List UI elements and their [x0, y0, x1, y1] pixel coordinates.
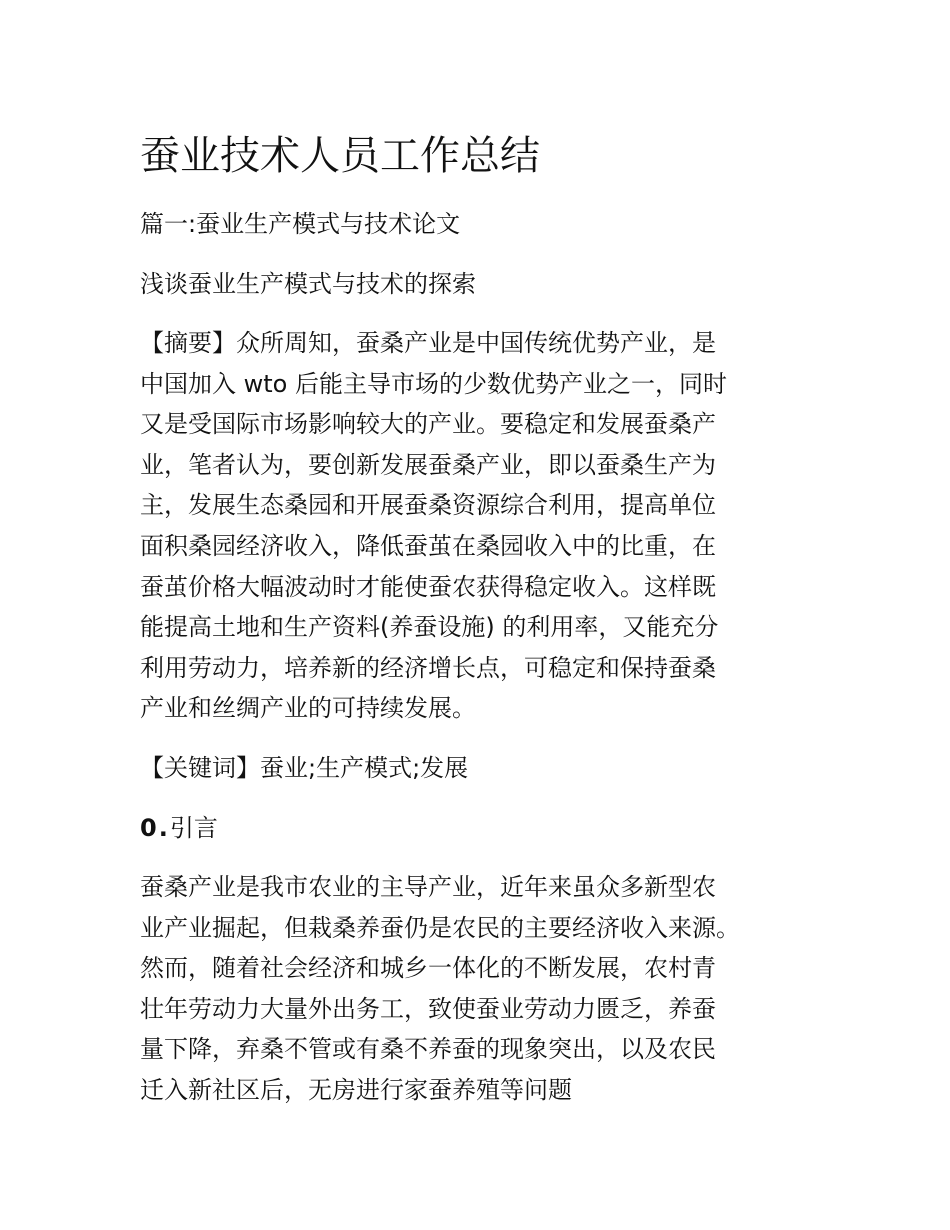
abstract-line: 蚕茧价格大幅波动时才能使蚕农获得稳定收入。这样既	[140, 572, 716, 601]
intro-paragraph	[140, 867, 820, 1111]
abstract-line: 又是受国际市场影响较大的产业。要稳定和发展蚕桑产	[140, 410, 716, 439]
abstract-line: 中国加入 wto 后能主导市场的少数优势产业之一，同时	[140, 369, 727, 398]
abstract-paragraph	[140, 323, 820, 729]
abstract-line: 产业和丝绸产业的可持续发展。	[140, 694, 476, 723]
intro-line: 壮年劳动力大量外出务工，致使蚕业劳动力匮乏，养蚕	[140, 994, 716, 1023]
keywords-line: 【关键词】蚕业;生产模式;发展	[140, 754, 469, 782]
intro-label: 引言	[169, 814, 218, 842]
intro-line: 迁入新社区后，无房进行家蚕养殖等问题	[140, 1075, 572, 1104]
document-title: 蚕业技术人员工作总结	[140, 133, 540, 179]
intro-line: 蚕桑产业是我市农业的主导产业，近年来虽众多新型农	[140, 873, 716, 901]
intro-line: 业产业掘起，但栽桑养蚕仍是农民的主要经济收入来源。	[140, 913, 740, 942]
paper-title: 浅谈蚕业生产模式与技术的探索	[140, 270, 476, 298]
abstract-line: 主，发展生态桑园和开展蚕桑资源综合利用，提高单位	[140, 491, 716, 520]
abstract-line: 面积桑园经济收入，降低蚕茧在桑园收入中的比重，在	[140, 531, 716, 560]
intro-number: 0.	[140, 814, 170, 842]
abstract-line: 能提高土地和生产资料(养蚕设施) 的利用率，又能充分	[140, 613, 719, 642]
abstract-line: 业，笔者认为，要创新发展蚕桑产业，即以蚕桑生产为	[140, 450, 716, 479]
abstract-line: 【摘要】众所周知，蚕桑产业是中国传统优势产业，是	[140, 329, 716, 357]
section-heading: 篇一:蚕业生产模式与技术论文	[140, 210, 461, 238]
abstract-line: 利用劳动力，培养新的经济增长点，可稳定和保持蚕桑	[140, 653, 716, 682]
intro-line: 然而，随着社会经济和城乡一体化的不断发展，农村青	[140, 954, 716, 983]
intro-line: 量下降，弃桑不管或有桑不养蚕的现象突出，以及农民	[140, 1035, 716, 1064]
intro-heading	[140, 811, 218, 845]
